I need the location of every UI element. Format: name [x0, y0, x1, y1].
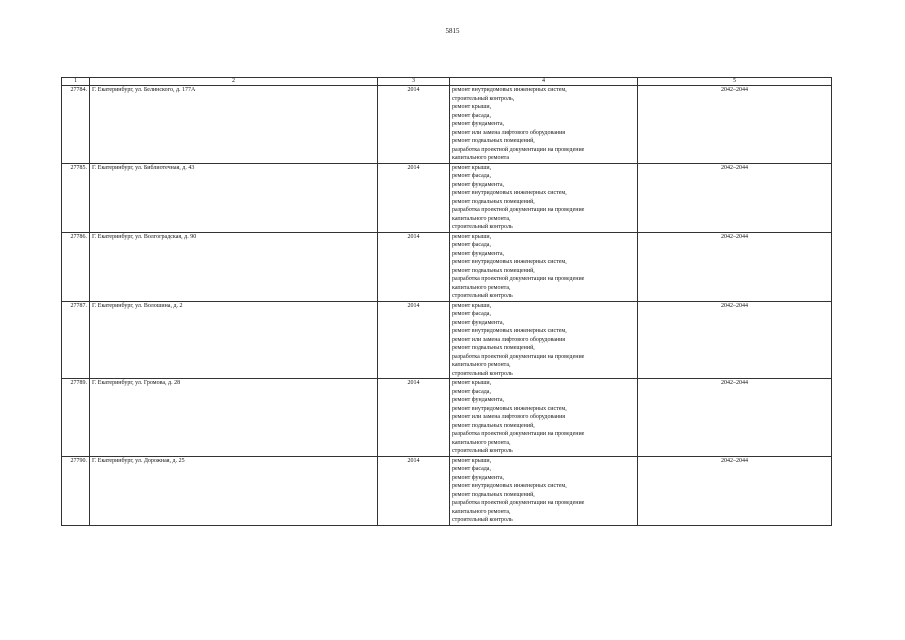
- table-body: [62, 86, 832, 526]
- work-item: строительный контроль: [452, 370, 513, 377]
- work-item: ремонт внутридомовых инженерных систем,: [452, 87, 567, 93]
- work-item: строительный контроль: [452, 293, 513, 299]
- work-item: ремонт фундамента,: [452, 319, 504, 326]
- work-item: разработка проектной документации на проведение: [452, 207, 585, 213]
- works-cell: [450, 301, 638, 379]
- header-row: [62, 78, 832, 86]
- work-item: разработка проектной документации на проведение: [452, 353, 585, 360]
- work-item: ремонт крыши,: [452, 104, 492, 110]
- header-cell-3: 3: [378, 78, 450, 86]
- work-item: ремонт фасада,: [452, 242, 491, 248]
- work-item: ремонт фасада,: [452, 173, 491, 179]
- header-cell-1: 1: [62, 78, 90, 86]
- work-item: ремонт фасада,: [452, 466, 491, 472]
- page-number: 5815: [445, 27, 460, 35]
- work-item: ремонт внутридомовых инженерных систем,: [452, 259, 567, 265]
- year-cell: 2014: [378, 86, 450, 164]
- work-item: ремонт фасада,: [452, 311, 491, 317]
- work-item: ремонт внутридомовых инженерных систем,: [452, 190, 567, 196]
- header-cell-4: 4: [450, 78, 638, 86]
- work-item: разработка проектной документации на проведение: [452, 500, 585, 506]
- work-item: строительный контроль: [452, 517, 513, 523]
- row-number: 27786.: [62, 232, 90, 301]
- work-item: капитального ремонта,: [452, 362, 511, 368]
- table-row: [62, 456, 832, 525]
- works-cell: [450, 379, 638, 457]
- row-number: 27785.: [62, 163, 90, 232]
- work-item: ремонт или замена лифтового оборудования: [452, 336, 566, 343]
- work-item: ремонт фундамента,: [452, 121, 504, 127]
- work-item: разработка проектной документации на проведение: [452, 146, 585, 153]
- period-cell: 2042–2044: [638, 86, 832, 164]
- work-item: капитального ремонта: [452, 155, 510, 161]
- work-item: ремонт крыши,: [452, 233, 492, 240]
- header-cell-2: 2: [90, 78, 378, 86]
- year-cell: 2014: [378, 379, 450, 457]
- table-row: [62, 163, 832, 232]
- work-item: ремонт подвальных помещений,: [452, 491, 535, 498]
- work-item: ремонт внутридомовых инженерных систем,: [452, 483, 567, 489]
- work-item: ремонт фундамента,: [452, 250, 504, 257]
- row-number: 27790.: [62, 456, 90, 525]
- work-item: разработка проектной документации на проведение: [452, 431, 585, 437]
- address-cell: Г. Екатеринбург, ул. Белинского, д. 177А: [90, 86, 378, 164]
- work-item: капитального ремонта,: [452, 215, 511, 222]
- table-row: [62, 379, 832, 457]
- row-number: 27789.: [62, 379, 90, 457]
- work-item: ремонт подвальных помещений,: [452, 422, 535, 429]
- year-cell: 2014: [378, 456, 450, 525]
- address-cell: Г. Екатеринбург, ул. Библиотечная, д. 43: [90, 163, 378, 232]
- repair-schedule-table: [61, 77, 832, 526]
- work-item: ремонт фундамента,: [452, 181, 504, 188]
- work-item: ремонт крыши,: [452, 457, 492, 464]
- work-item: капитального ремонта,: [452, 508, 511, 515]
- work-item: ремонт подвальных помещений,: [452, 198, 535, 205]
- work-item: ремонт крыши,: [452, 302, 492, 309]
- work-item: ремонт подвальных помещений,: [452, 138, 535, 144]
- period-cell: 2042–2044: [638, 301, 832, 379]
- period-cell: 2042–2044: [638, 379, 832, 457]
- work-item: строительный контроль: [452, 448, 513, 454]
- address-cell: Г. Екатеринбург, ул. Дорожная, д. 25: [90, 456, 378, 525]
- work-item: ремонт крыши,: [452, 164, 492, 171]
- year-cell: 2014: [378, 301, 450, 379]
- table-row: [62, 301, 832, 379]
- work-item: ремонт фасада,: [452, 112, 491, 119]
- work-item: капитального ремонта,: [452, 439, 511, 446]
- period-cell: 2042–2044: [638, 456, 832, 525]
- table-row: [62, 232, 832, 301]
- work-item: капитального ремонта,: [452, 284, 511, 291]
- work-item: ремонт крыши,: [452, 380, 492, 386]
- address-cell: Г. Екатеринбург, ул. Волгоградская, д. 90: [90, 232, 378, 301]
- works-cell: [450, 232, 638, 301]
- address-cell: Г. Екатеринбург, ул. Волошина, д. 2: [90, 301, 378, 379]
- period-cell: 2042–2044: [638, 232, 832, 301]
- work-item: ремонт или замена лифтового оборудования: [452, 129, 566, 136]
- work-item: строительный контроль,: [452, 95, 515, 102]
- table-row: [62, 86, 832, 164]
- work-item: строительный контроль: [452, 224, 513, 230]
- work-item: ремонт или замена лифтового оборудования: [452, 414, 566, 420]
- work-item: ремонт внутридомовых инженерных систем,: [452, 405, 567, 412]
- work-item: ремонт фундамента,: [452, 474, 504, 481]
- work-item: ремонт фасада,: [452, 388, 491, 395]
- header-cell-5: 5: [638, 78, 832, 86]
- work-item: ремонт подвальных помещений,: [452, 345, 535, 351]
- year-cell: 2014: [378, 163, 450, 232]
- works-cell: [450, 163, 638, 232]
- works-cell: [450, 86, 638, 164]
- works-cell: [450, 456, 638, 525]
- period-cell: 2042–2044: [638, 163, 832, 232]
- address-cell: Г. Екатеринбург, ул. Громова, д. 28: [90, 379, 378, 457]
- row-number: 27787.: [62, 301, 90, 379]
- year-cell: 2014: [378, 232, 450, 301]
- work-item: ремонт внутридомовых инженерных систем,: [452, 328, 567, 334]
- work-item: разработка проектной документации на проведение: [452, 276, 585, 282]
- work-item: ремонт фундамента,: [452, 397, 504, 403]
- row-number: 27784.: [62, 86, 90, 164]
- work-item: ремонт подвальных помещений,: [452, 267, 535, 274]
